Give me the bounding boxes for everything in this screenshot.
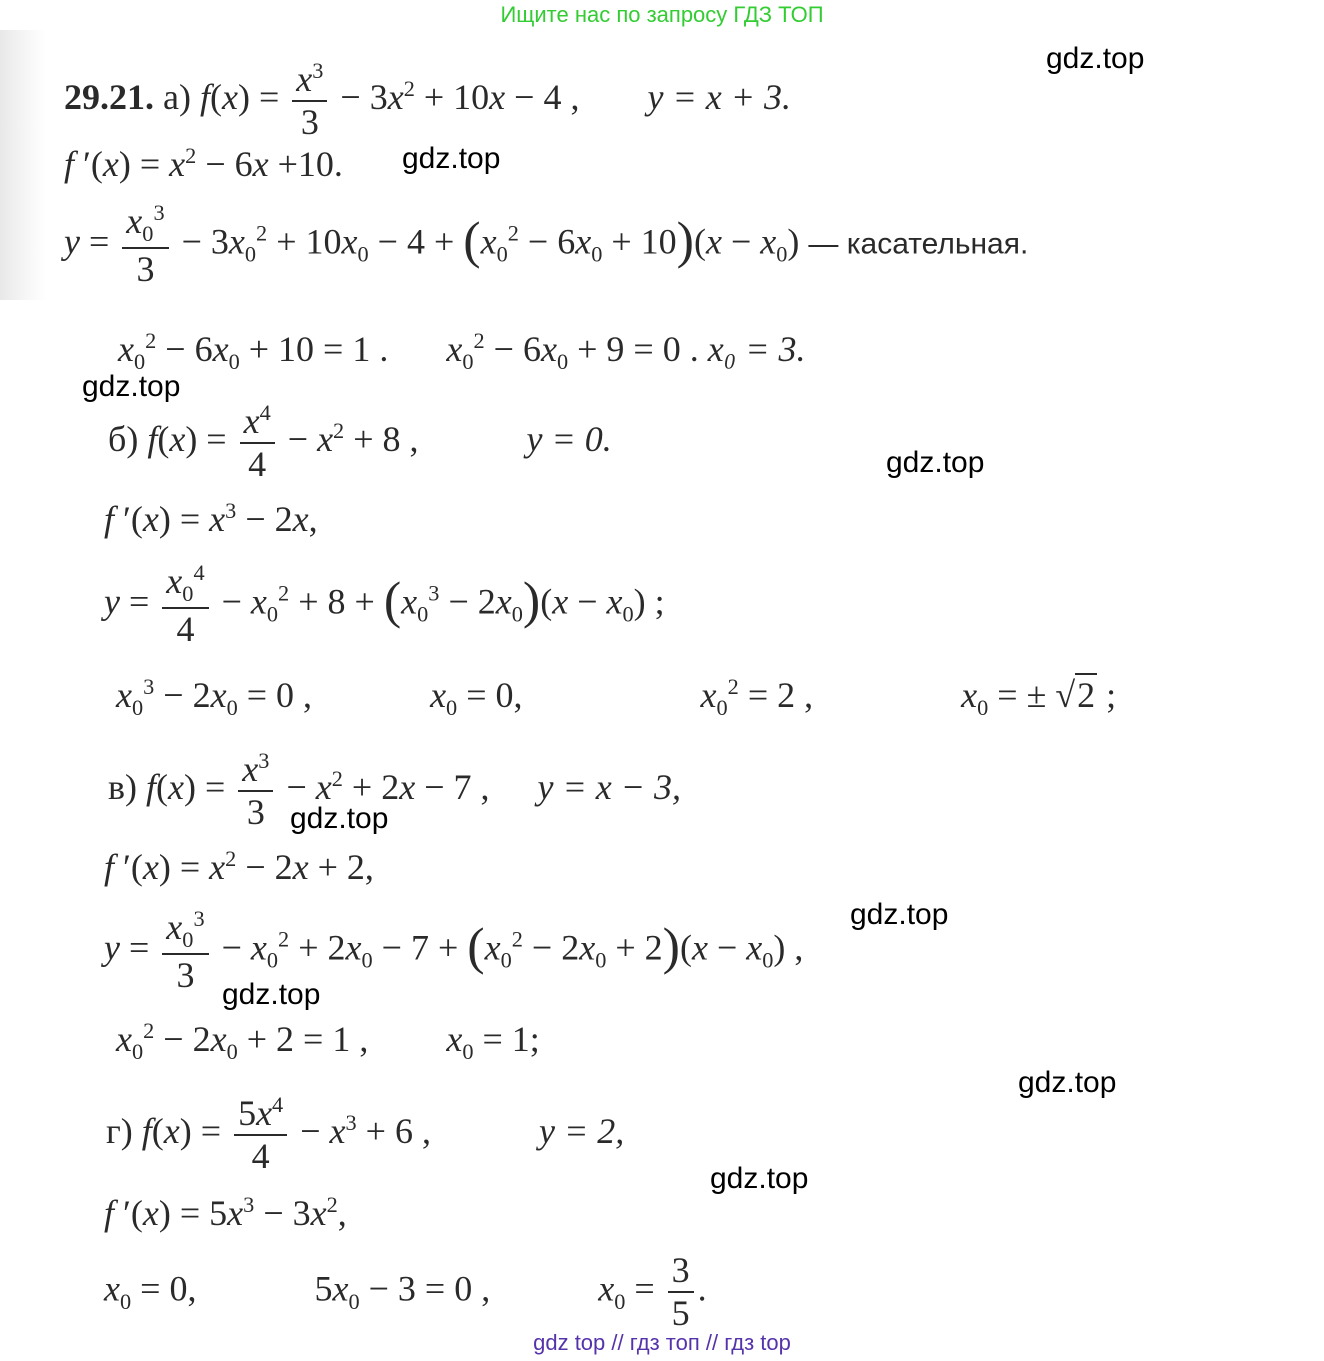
- watermark: gdz.top: [222, 978, 321, 1011]
- part-g-function: г) f(x) = $\frac{5x^4}{4}$ − $x^3 + 6$ , y = 2,: [106, 1092, 625, 1177]
- part-g-line: y = 2,: [538, 1111, 625, 1152]
- tangent-note: — касательная.: [808, 227, 1029, 261]
- watermark: gdz.top: [1018, 1066, 1117, 1099]
- part-b-function: б) f(x) = $\frac{x^4}{4}$ − $x^2 + 8$ , y = 0.: [108, 400, 612, 485]
- part-a-derivative: f $'(x) = x^2 - 6x +10$.: [64, 143, 343, 184]
- part-b-line: y = 0.: [526, 419, 612, 460]
- search-banner[interactable]: Ищите нас по запросу ГДЗ ТОП: [500, 2, 824, 27]
- watermark: gdz.top: [82, 370, 181, 403]
- watermark: gdz.top: [710, 1162, 809, 1195]
- part-v-solution: $x_0^2 - 2x_0 + 2 = 1$ , $x_0 = 1$;: [116, 1018, 540, 1065]
- part-a-solution: $x_0^2 - 6x_0 + 10 = 1$ . $x_0^2 - 6x_0 + 9 = 0$ . x₀ = 3.: [118, 328, 806, 375]
- part-g-derivative: f $'(x) = 5x^3 - 3x^2$,: [104, 1192, 347, 1233]
- part-v-tangent: y = $\frac{x_0^3}{3}$ − $x_0^2 + 2x_0 - 7 + (x_0^2 - 2x_0 + 2)(x - x_0)$ ,: [104, 906, 804, 995]
- part-v-derivative: f $'(x) = x^2 - 2x + 2$,: [104, 846, 374, 887]
- part-g-solution: $x_0 = 0$, $5x_0 - 3 = 0$ , $x_0$ = $\frac{3}{5}$ .: [104, 1250, 707, 1334]
- part-b-label: б): [108, 419, 139, 460]
- problem-a-function: 29.21. а) f(x) = $\frac{x^3}{3}$ − $3x^2 + 10x - 4$ , y = x + 3.: [64, 58, 792, 143]
- part-a-label: а): [163, 77, 191, 118]
- part-b-solution: $x_0^3 - 2x_0 = 0$ , $x_0 = 0$, $x_0^2 = 2$ , $x_0$ = ± √2 ;: [116, 674, 1117, 721]
- part-b-tangent: y = $\frac{x_0^4}{4}$ − $x_0^2 + 8 + (x_0^3 - 2x_0)(x - x_0)$ ;: [104, 560, 665, 649]
- problem-number: 29.21.: [64, 77, 154, 118]
- scan-shadow: [0, 30, 46, 300]
- watermark: gdz.top: [886, 446, 985, 479]
- footer-links[interactable]: gdz top // гдз топ // гдз top: [533, 1330, 791, 1355]
- part-v-line: y = x − 3,: [537, 767, 682, 808]
- part-b-derivative: f $'(x) = x^3 - 2x$,: [104, 498, 318, 539]
- part-v-function: в) f(x) = $\frac{x^3}{3}$ − $x^2 + 2x - 7$ , y = x − 3,: [108, 748, 682, 833]
- watermark: gdz.top: [402, 142, 501, 175]
- part-a-root: x₀ = 3.: [707, 329, 806, 369]
- watermark: gdz.top: [1046, 42, 1145, 75]
- part-a-tangent: y = $\frac{x_0^3}{3}$ − $3x_0^2 + 10x_0 - 4 + (x_0^2 - 6x_0 + 10)(x - x_0)$ — касательная.: [64, 200, 1029, 289]
- watermark: gdz.top: [290, 802, 389, 835]
- part-v-label: в): [108, 767, 137, 808]
- part-g-label: г): [106, 1111, 133, 1152]
- part-a-line: y = x + 3.: [647, 77, 792, 118]
- watermark: gdz.top: [850, 898, 949, 931]
